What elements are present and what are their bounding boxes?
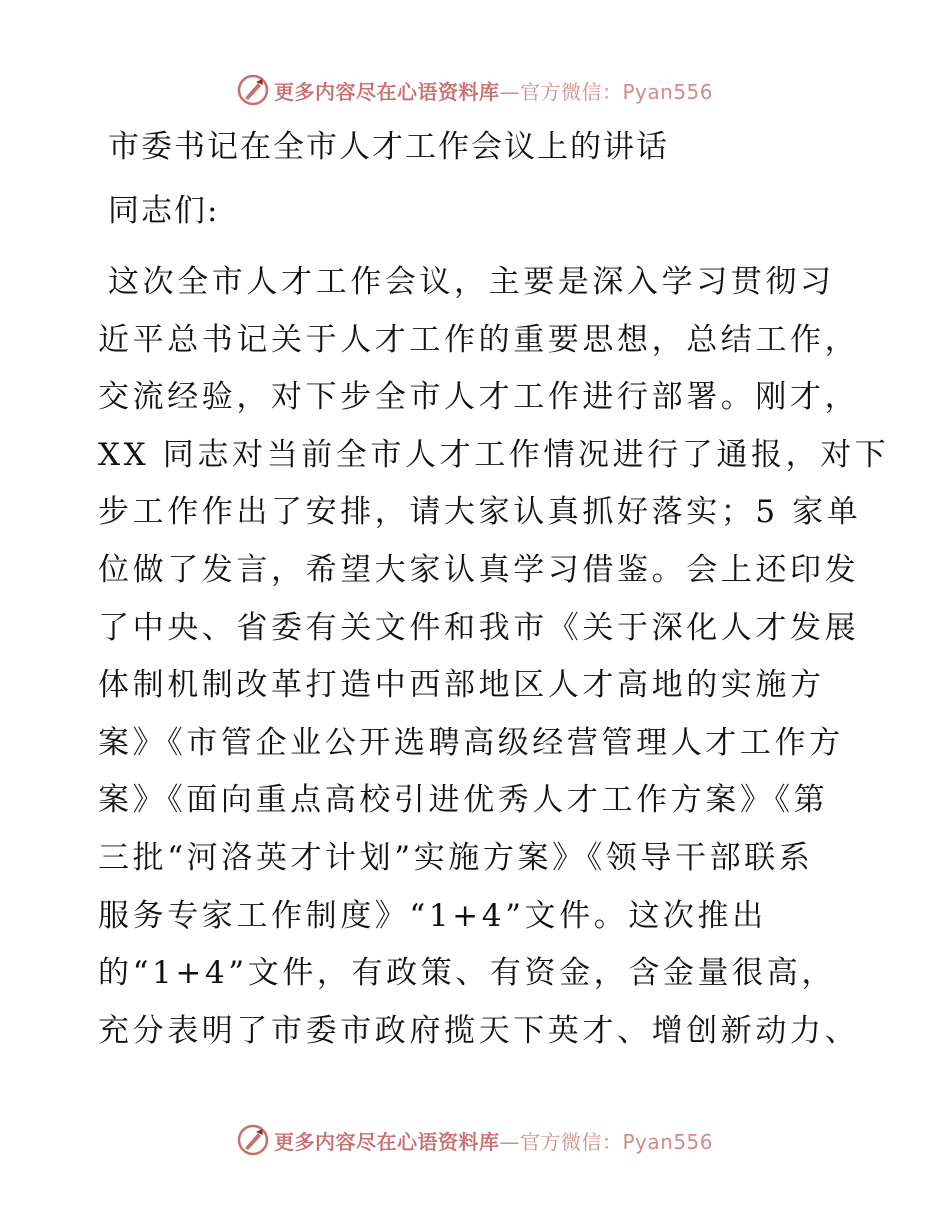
watermark-footer [236, 1123, 713, 1157]
text-line: 案》《面向重点高校引进优秀人才工作方案》《第 [98, 782, 829, 819]
text-line: 服务专家工作制度》“1+4”文件。这次推出 [98, 897, 767, 934]
pen-circle-logo-icon [236, 73, 270, 107]
watermark-text [274, 76, 713, 105]
text-line: 步工作作出了安排，请大家认真抓好落实；5 家单 [98, 494, 862, 531]
watermark-header [236, 73, 713, 107]
text-line: 位做了发言，希望大家认真学习借鉴。会上还印发 [98, 551, 860, 588]
text-line: 体制机制改革打造中西部地区人才高地的实施方 [98, 667, 825, 704]
watermark-text [274, 1126, 713, 1155]
text-line: 案》《市管企业公开选聘高级经营管理人才工作方 [98, 724, 844, 761]
text-line: 交流经验，对下步全市人才工作进行部署。刚才， [98, 379, 860, 416]
document-title: 市委书记在全市人才工作会议上的讲话 [108, 129, 669, 165]
text-line: 近平总书记关于人才工作的重要思想，总结工作， [98, 321, 860, 358]
text-line: 的“1+4”文件，有政策、有资金，含金量很高， [98, 955, 836, 992]
watermark-main-text: 更多内容尽在心语资料库 [274, 79, 500, 104]
watermark-sub-text: —官方微信：Pyan556 [499, 1129, 714, 1154]
text-line: 这次全市人才工作会议，主要是深入学习贯彻习 [108, 264, 835, 300]
paragraph [98, 254, 890, 1060]
text-line: XX 同志对当前全市人才工作情况进行了通报，对下 [98, 436, 890, 473]
pen-circle-logo-icon [236, 1123, 270, 1157]
salutation: 同志们: [108, 193, 220, 229]
watermark-main-text: 更多内容尽在心语资料库 [274, 1129, 500, 1154]
text-line: 三批“河洛英才计划”实施方案》《领导干部联系 [98, 839, 814, 876]
document-body [98, 124, 890, 1060]
watermark-sub-text: —官方微信：Pyan556 [499, 79, 714, 104]
text-line: 充分表明了市委市政府揽天下英才、增创新动力、 [98, 1012, 860, 1049]
text-line: 了中央、省委有关文件和我市《关于深化人才发展 [98, 609, 860, 646]
